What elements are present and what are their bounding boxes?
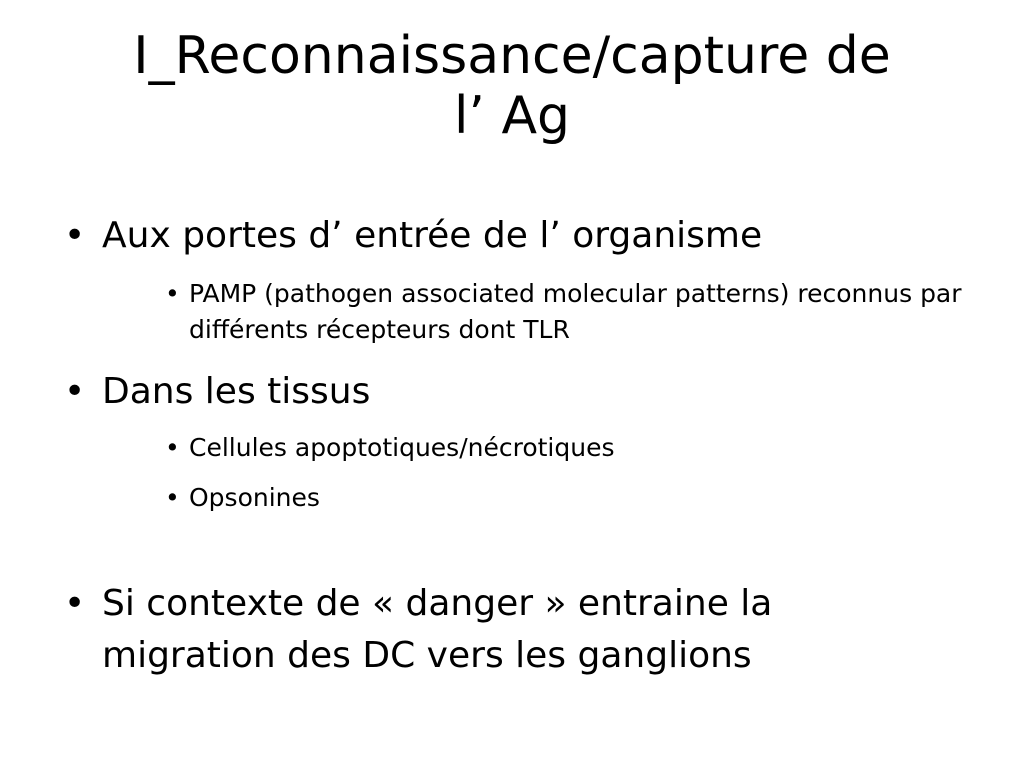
bullet-item — [64, 366, 964, 418]
sub-bullet-text: Cellules apoptotiques/nécrotiques — [189, 433, 615, 462]
sub-bullet-icon: • — [165, 279, 180, 308]
bullet-icon: • — [64, 583, 86, 624]
bullet-text: Si contexte de « danger » entraine la migration des DC vers les ganglions — [102, 583, 773, 676]
sub-bullet-text: Opsonines — [189, 483, 320, 512]
slide-title-line-1: I_Reconnaissance/capture de — [133, 26, 891, 86]
bullet-item — [64, 578, 944, 682]
sub-bullet-icon: • — [165, 433, 180, 462]
bullet-item — [64, 210, 964, 262]
sub-bullet-icon: • — [165, 483, 180, 512]
bullet-text: Dans les tissus — [102, 371, 371, 412]
bullet-icon: • — [64, 371, 86, 412]
slide-title-line-2: l’ Ag — [453, 86, 571, 146]
sub-bullet-item — [165, 480, 965, 516]
sub-bullet-item — [165, 430, 965, 466]
sub-bullet-text: PAMP (pathogen associated molecular patterns) reconnus par différents récepteurs dont TLR — [189, 279, 962, 344]
bullet-icon: • — [64, 215, 86, 256]
sub-bullet-item — [165, 276, 965, 348]
slide-title — [40, 26, 984, 146]
bullet-text: Aux portes d’ entrée de l’ organisme — [102, 215, 763, 256]
